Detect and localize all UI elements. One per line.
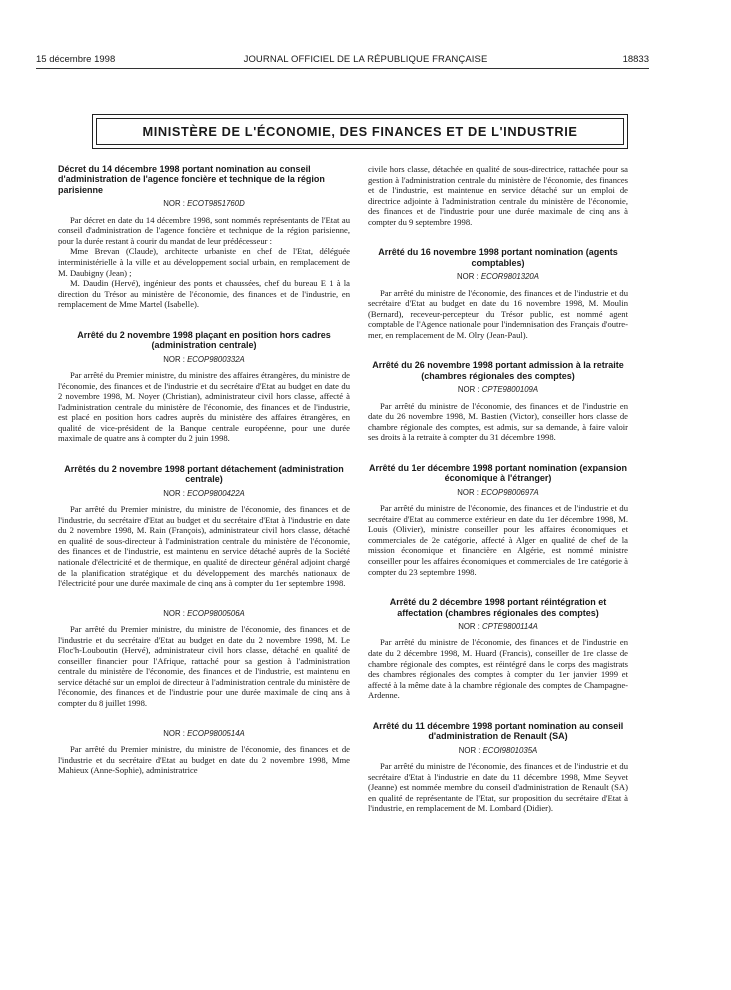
nor-code: CPTE9800114A	[482, 621, 538, 631]
header-date: 15 décembre 1998	[36, 54, 116, 65]
article	[368, 597, 628, 701]
nor-reference	[58, 609, 350, 620]
nor-code: ECOP9800332A	[187, 354, 245, 364]
article	[368, 247, 628, 340]
right-column	[368, 164, 628, 834]
article-paragraph: Par arrêté du Premier ministre, du ministre de l'économie, des finances et de l'industrie et du secrétaire d'Etat au budget en date du 2 novembre 1998, Mme Mahieux (Anne-Sophie), administratrice	[58, 744, 350, 776]
article	[368, 360, 628, 443]
article	[58, 729, 350, 776]
article-title: Décret du 14 décembre 1998 portant nomination au conseil d'administration de l'agence foncière et technique de la région parisienne	[58, 164, 325, 195]
article	[58, 464, 350, 589]
nor-code: ECOP9800514A	[187, 728, 245, 738]
nor-label: NOR :	[163, 608, 185, 618]
nor-label: NOR :	[458, 745, 481, 755]
article-paragraph: Par arrêté du ministre de l'économie, des finances et de l'industrie et du secrétaire d'Etat au commerce extérieur en date du 1er décembre 1998, M. Louis (Olivier), ministre conseiller pour les affaires économiques et commerciales de 2e catégorie, affecté à Alger en qualité de chef de la mission économique et financière en Algérie, est nommé ministre conseiller pour les affaires économiques et commerciales de 1re catégorie à compter du 23 septembre 1998.	[368, 503, 628, 577]
article	[58, 609, 350, 709]
nor-reference	[368, 385, 628, 396]
nor-code: ECOP9800422A	[187, 488, 245, 498]
header-divider	[36, 68, 649, 69]
left-column	[58, 164, 350, 796]
nor-reference	[368, 746, 628, 757]
nor-code: ECOP9800697A	[481, 487, 539, 497]
nor-label: NOR :	[457, 487, 479, 497]
nor-code: ECOI9801035A	[482, 745, 538, 755]
nor-reference	[368, 488, 628, 499]
article-paragraph: Par arrêté du Premier ministre, du ministre de l'économie, des finances et de l'industrie et du secrétaire d'Etat au budget en date du 2 novembre 1998, M. Le Floc'h-Louboutin (Hervé), administrateur civil hors classe, détaché en qualité de conseiller financier pour l'Afrique, rattaché pour sa gestion à l'administration centrale du ministère de l'économie, des finances et de l'industrie, est maintenu en service détaché sur un emploi de directeur à l'administration centrale du ministère de l'économie, des finances et de l'industrie pour une durée maximale de cinq ans à compter du 8 juillet 1998.	[58, 624, 350, 708]
nor-label: NOR :	[163, 488, 185, 498]
nor-reference	[58, 489, 350, 500]
article-paragraph: Par décret en date du 14 décembre 1998, sont nommés représentants de l'Etat au conseil d'administration de l'agence foncière et technique de la région parisienne, pour la durée restant à courir du mandat de leur prédécesseur :	[58, 214, 350, 246]
nor-reference	[368, 272, 628, 283]
nor-code: CPTE9800109A	[481, 385, 539, 395]
article-paragraph: Par arrêté du ministre de l'économie, des finances et de l'industrie et du secrétaire d'Etat au budget en date du 16 novembre 1998, M. Moulin (Bernard), receveur-percepteur du Trésor public, est nommé agent comptable de l'Agence nationale pour l'indemnisation des Français d'outre-mer, en remplacement de M. Olry (Jean-Paul).	[368, 287, 628, 340]
article-continuation	[368, 164, 628, 227]
nor-reference	[58, 199, 350, 210]
nor-reference	[58, 729, 350, 740]
article-title: Arrêtés du 2 novembre 1998 portant détachement (administration centrale)	[64, 463, 344, 485]
header-journal-title: JOURNAL OFFICIEL DE LA RÉPUBLIQUE FRANÇAISE	[243, 54, 488, 65]
continued-paragraph: civile hors classe, détachée en qualité de sous-directrice, rattachée pour sa gestion à l'administration centrale du ministère de l'économie, des finances et de l'industrie, est maintenue en service détaché sur un emploi de directrice adjointe à l'administration centrale du ministère de l'économie, des finances et de l'industrie pour une durée maximale de cinq ans à compter du 9 septembre 1998.	[368, 164, 628, 227]
article-paragraph: Par arrêté du Premier ministre, du ministre de l'économie, des finances et de l'industrie, du secrétaire d'Etat au budget et du secrétaire d'Etat à l'industrie en date du 2 novembre 1998, M. Rain (François), administrateur civil hors classe, détaché en qualité de sous-directeur à l'administration centrale du ministère de l'économie, des finances et de l'industrie, est maintenu en service détaché auprès de la Société nationale d'électricité et de thermique, en qualité de directeur général adjoint chargé de la planification stratégique et du développement des marchés nationaux de l'électricité pour une durée maximale de cinq ans à compter du 1er septembre 1998.	[58, 504, 350, 589]
header-page-number: 18833	[622, 54, 649, 65]
article-title: Arrêté du 26 novembre 1998 portant admission à la retraite (chambres régionales des comptes)	[372, 360, 624, 381]
nor-label: NOR :	[163, 354, 185, 364]
nor-reference	[368, 622, 628, 633]
nor-label: NOR :	[163, 199, 185, 209]
nor-label: NOR :	[458, 621, 480, 631]
article-title: Arrêté du 11 décembre 1998 portant nomination au conseil d'administration de Renault (SA)	[372, 720, 624, 742]
article	[368, 463, 628, 577]
article	[58, 330, 350, 444]
article-title: Arrêté du 2 décembre 1998 portant réintégration et affectation (chambres régionales des comptes)	[389, 597, 607, 618]
article	[58, 164, 350, 310]
nor-code: ECOT9851760D	[187, 199, 245, 209]
nor-label: NOR :	[457, 272, 479, 282]
nor-label: NOR :	[163, 728, 185, 738]
article-title: Arrêté du 1er décembre 1998 portant nomination (expansion économique à l'étranger)	[368, 462, 628, 484]
ministry-banner	[96, 118, 624, 145]
article-paragraph: Par arrêté du ministre de l'économie, des finances et de l'industrie et du secrétaire d'Etat à l'industrie en date du 11 décembre 1998, Mme Seyvet (Jeanne) est nommée membre du conseil d'administration de Renault (SA) en qualité de représentante de l'Etat, sur proposition du secrétaire d'Etat à l'industrie, en remplacement de M. Lombard (Didier).	[368, 761, 628, 814]
ministry-title: MINISTÈRE DE L'ÉCONOMIE, DES FINANCES ET DE L'INDUSTRIE	[142, 124, 578, 139]
nor-code: ECOP9800506A	[187, 608, 245, 618]
article-paragraph: Mme Brevan (Claude), architecte urbaniste en chef de l'Etat, déléguée interministérielle à la ville et au développement social urbain, en remplacement de M. Daubigny (Jean) ;	[58, 246, 350, 278]
nor-code: ECOR9801320A	[480, 272, 539, 282]
article-paragraph: Par arrêté du ministre de l'économie, des finances et de l'industrie en date du 26 novembre 1998, M. Bastien (Victor), conseiller hors classe de chambre régionale des comptes, est admis, sur sa demande, à faire valoir ses droits à la retraite à compter du 31 décembre 1998.	[368, 400, 628, 443]
article-title: Arrêté du 16 novembre 1998 portant nomination (agents comptables)	[378, 247, 618, 268]
article-paragraph: M. Daudin (Hervé), ingénieur des ponts et chaussées, chef du bureau E 1 à la direction du Trésor au ministère de l'économie, des finances et de l'industrie, en remplacement de Mme Martel (Isabelle).	[58, 278, 350, 310]
nor-label: NOR :	[457, 385, 480, 395]
article-title: Arrêté du 2 novembre 1998 plaçant en position hors cadres (administration centrale)	[77, 329, 331, 351]
article-paragraph: Par arrêté du ministre de l'économie, des finances et de l'industrie en date du 2 décembre 1998, M. Huard (Francis), conseiller de 1re classe de chambre régionale des comptes, est réintégré dans le corps des magistrats des chambres régionales des comptes à compter du 1er janvier 1999 et affecté à la même date à la chambre régionale des comptes de Champagne-Ardenne.	[368, 637, 628, 701]
article-paragraph: Par arrêté du Premier ministre, du ministre des affaires étrangères, du ministre de l'économie, des finances et de l'industrie et du secrétaire d'Etat au budget en date du 2 novembre 1998, M. Noyer (Christian), administrateur civil hors classe, affecté à l'administration centrale du ministère de l'économie, des finances et de l'industrie, est placé en position hors cadres auprès du ministère des affaires étrangères, en qualité de vice-président de la Banque centrale européenne, pour une durée maximale de quatre ans à compter du 2 juin 1998.	[58, 370, 350, 444]
nor-reference	[58, 355, 350, 366]
article	[368, 721, 628, 814]
